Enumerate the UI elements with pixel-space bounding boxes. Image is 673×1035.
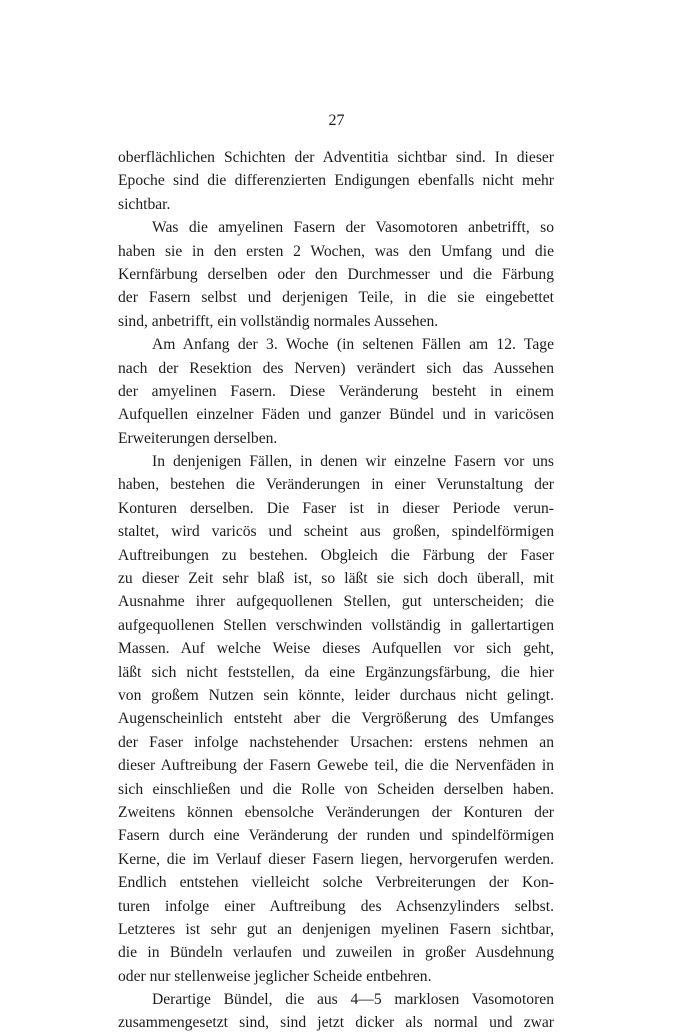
text-line: dieser Auftreibung der Fasern Gewebe teil, die die Nervenfäden in [118, 757, 554, 775]
text-line: sind, anbetrifft, ein vollständig normales Aussehen. [118, 312, 439, 330]
text-line: der Faser infolge nachstehender Ursachen: erstens nehmen an [118, 733, 554, 751]
page-number: 27 [328, 112, 345, 129]
text-line: die in Bündeln verlaufen und zuweilen in großer Ausdehnung [118, 944, 554, 962]
text-line: Erweiterungen derselben. [118, 429, 278, 447]
text-line: oberflächlichen Schichten der Adventitia sichtbar sind. In dieser [118, 149, 554, 166]
text-line: sichtbar. [118, 195, 171, 213]
text-line: Endlich entstehen vielleicht solche Verbreiterungen der Kon- [118, 874, 554, 892]
text-line: Massen. Auf welche Weise dieses Aufquellen vor sich geht, [118, 640, 554, 658]
text-line: Am Anfang der 3. Woche (in seltenen Fällen am 12. Tage [152, 336, 554, 354]
text-line: Was die amyelinen Fasern der Vasomotoren anbetrifft, so [152, 219, 554, 237]
text-line: Ausnahme ihrer aufgequollenen Stellen, gut unterscheiden; die [118, 593, 554, 611]
text-line: turen infolge einer Auftreibung des Achsenzylinders selbst. [118, 897, 554, 915]
text-line: Epoche sind die differenzierten Endigungen ebenfalls nicht mehr [118, 172, 554, 190]
text-line: Aufquellen einzelner Fäden und ganzer Bündel und in varicösen [118, 406, 554, 424]
text-line: Kerne, die im Verlauf dieser Fasern liegen, hervorgerufen werden. [118, 850, 554, 868]
text-line: der amyelinen Fasern. Diese Veränderung besteht in einem [118, 382, 554, 400]
text-line: Letzteres ist sehr gut an denjenigen myelinen Fasern sichtbar, [118, 920, 554, 938]
text-line: zu dieser Zeit sehr blaß ist, so läßt sie sich doch überall, mit [118, 570, 554, 588]
text-line: zusammengesetzt sind, sind jetzt dicker als normal und zwar [118, 1014, 554, 1032]
text-line: von großem Nutzen sein könnte, leider durchaus nicht gelingt. [118, 686, 554, 704]
text-line: In denjenigen Fällen, in denen wir einzelne Fasern vor uns [152, 453, 554, 471]
text-line: der Fasern selbst und derjenigen Teile, in die sie eingebettet [118, 289, 554, 307]
text-line: haben sie in den ersten 2 Wochen, was den Umfang und die [118, 242, 554, 260]
text-line: aufgequollenen Stellen verschwinden vollständig in gallertartigen [118, 616, 554, 634]
text-line: staltet, wird varicös und scheint aus großen, spindelförmigen [118, 523, 554, 541]
text-line: läßt sich nicht feststellen, da eine Ergänzungsfärbung, die hier [118, 663, 554, 681]
text-line: Auftreibungen zu bestehen. Obgleich die Färbung der Faser [118, 546, 554, 564]
text-line: Fasern durch eine Veränderung der runden und spindelförmigen [118, 827, 554, 845]
text-line: Kernfärbung derselben oder den Durchmesser und die Färbung [118, 265, 554, 283]
text-line: haben, bestehen die Veränderungen in einer Verunstaltung der [118, 476, 554, 494]
text-line: sich einschließen und die Rolle von Scheiden derselben haben. [118, 780, 554, 798]
text-line: Zweitens können ebensolche Veränderungen der Konturen der [118, 803, 554, 821]
text-line: nach der Resektion des Nerven) verändert sich das Aussehen [118, 359, 554, 377]
body-text [118, 146, 554, 1035]
text-line: Derartige Bündel, die aus 4—5 marklosen Vasomotoren [152, 991, 554, 1009]
text-line: Augenscheinlich entsteht aber die Vergrößerung des Umfanges [118, 710, 554, 728]
text-line: oder nur stellenweise jeglicher Scheide entbehren. [118, 967, 432, 985]
text-line: Konturen derselben. Die Faser ist in dieser Periode verun- [118, 499, 554, 517]
